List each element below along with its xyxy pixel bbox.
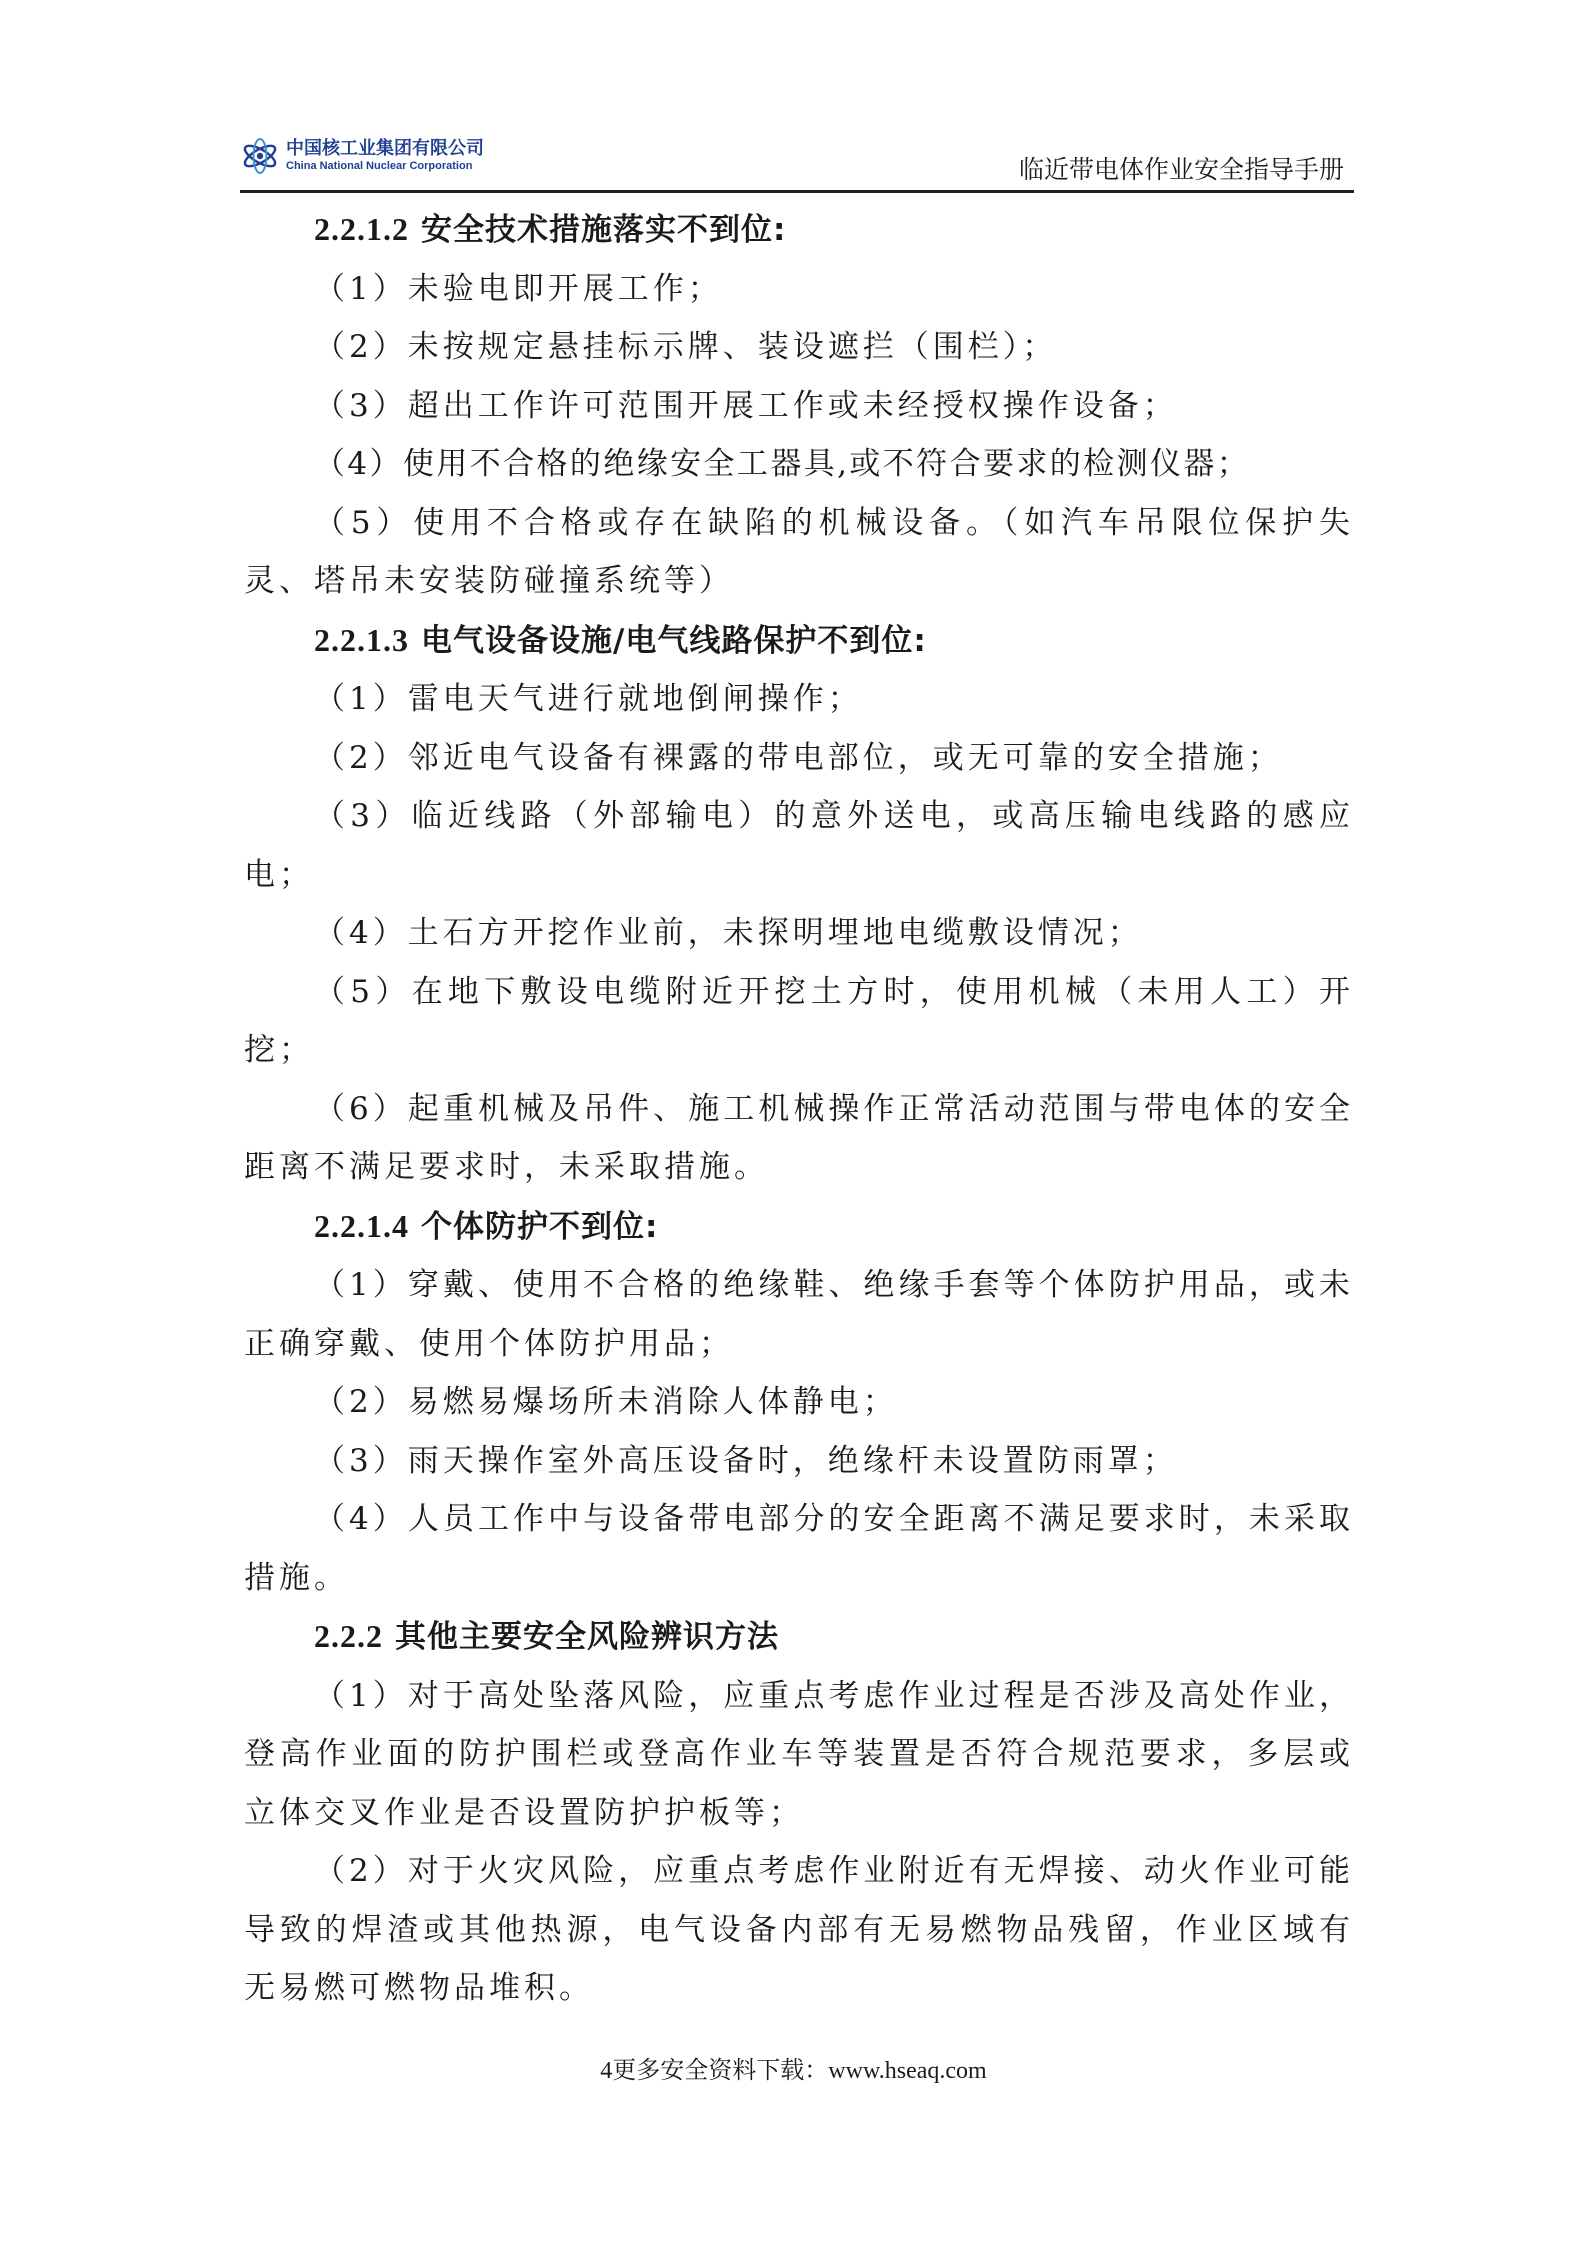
manual-title: 临近带电体作业安全指导手册 (1018, 155, 1344, 184)
list-item: （2）邻近电气设备有裸露的带电部位，或无可靠的安全措施； (314, 739, 1283, 776)
list-item: （4）使用不合格的绝缘安全工器具,或不符合要求的检测仪器； (314, 446, 1251, 482)
section-heading-2-2-1-2: 2.2.1.2 安全技术措施落实不到位: (314, 211, 787, 248)
cnnc-logo (240, 138, 484, 174)
page-header (240, 130, 1354, 194)
list-item: （1）未验电即开展工作； (314, 270, 723, 307)
list-item: （6）起重机械及吊件、施工机械操作正常活动范围与带电体的安全距离不满足要求时，未采取措施。 (244, 1090, 1354, 1185)
logo-chinese-name: 中国核工业集团有限公司 (286, 138, 484, 159)
list-item: （4）人员工作中与设备带电部分的安全距离不满足要求时，未采取措施。 (244, 1501, 1354, 1596)
page-footer: 4更多安全资料下载：www.hseaq.com (600, 2058, 987, 2084)
section-heading-2-2-1-4: 2.2.1.4 个体防护不到位: (314, 1207, 659, 1245)
list-item: （1）雷电天气进行就地倒闸操作； (314, 681, 863, 717)
list-item: （3）临近线路（外部输电）的意外送电，或高压输电线路的感应电； (244, 798, 1354, 893)
section-heading-2-2-1-3: 2.2.1.3 电气设备设施/电气线路保护不到位: (314, 621, 927, 659)
list-item: （5）在地下敷设电缆附近开挖土方时，使用机械（未用人工）开挖； (244, 973, 1354, 1068)
list-item: （2）易燃易爆场所未消除人体静电； (314, 1384, 898, 1420)
section-heading-2-2-2: 2.2.2 其他主要安全风险辨识方法 (314, 1618, 779, 1655)
list-item: （4）土石方开挖作业前，未探明埋地电缆敷设情况； (314, 915, 1143, 951)
list-item: （3）超出工作许可范围开展工作或未经授权操作设备； (314, 387, 1178, 424)
cnnc-atom-icon (240, 138, 280, 174)
list-item: （2）对于火灾风险，应重点考虑作业附近有无焊接、动火作业可能导致的焊渣或其他热源，电气设备内部有无易燃物品残留，作业区域有无易燃可燃物品堆积。 (244, 1853, 1354, 2006)
list-item: （1）穿戴、使用不合格的绝缘鞋、绝缘手套等个体防护用品，或未正确穿戴、使用个体防护用品； (244, 1267, 1354, 1362)
document-body (244, 200, 1354, 2018)
list-item: （3）雨天操作室外高压设备时，绝缘杆未设置防雨罩； (314, 1442, 1178, 1479)
header-divider (240, 190, 1354, 193)
list-item: （1）对于高处坠落风险，应重点考虑作业过程是否涉及高处作业，登高作业面的防护围栏或登高作业车等装置是否符合规范要求，多层或立体交叉作业是否设置防护护板等； (244, 1677, 1354, 1831)
list-item: （2）未按规定悬挂标示牌、装设遮拦（围栏）； (314, 329, 1058, 365)
list-item: （5）使用不合格或存在缺陷的机械设备。（如汽车吊限位保护失灵、塔吊未安装防碰撞系统等） (244, 504, 1354, 599)
logo-english-name: China National Nuclear Corporation (286, 160, 473, 172)
